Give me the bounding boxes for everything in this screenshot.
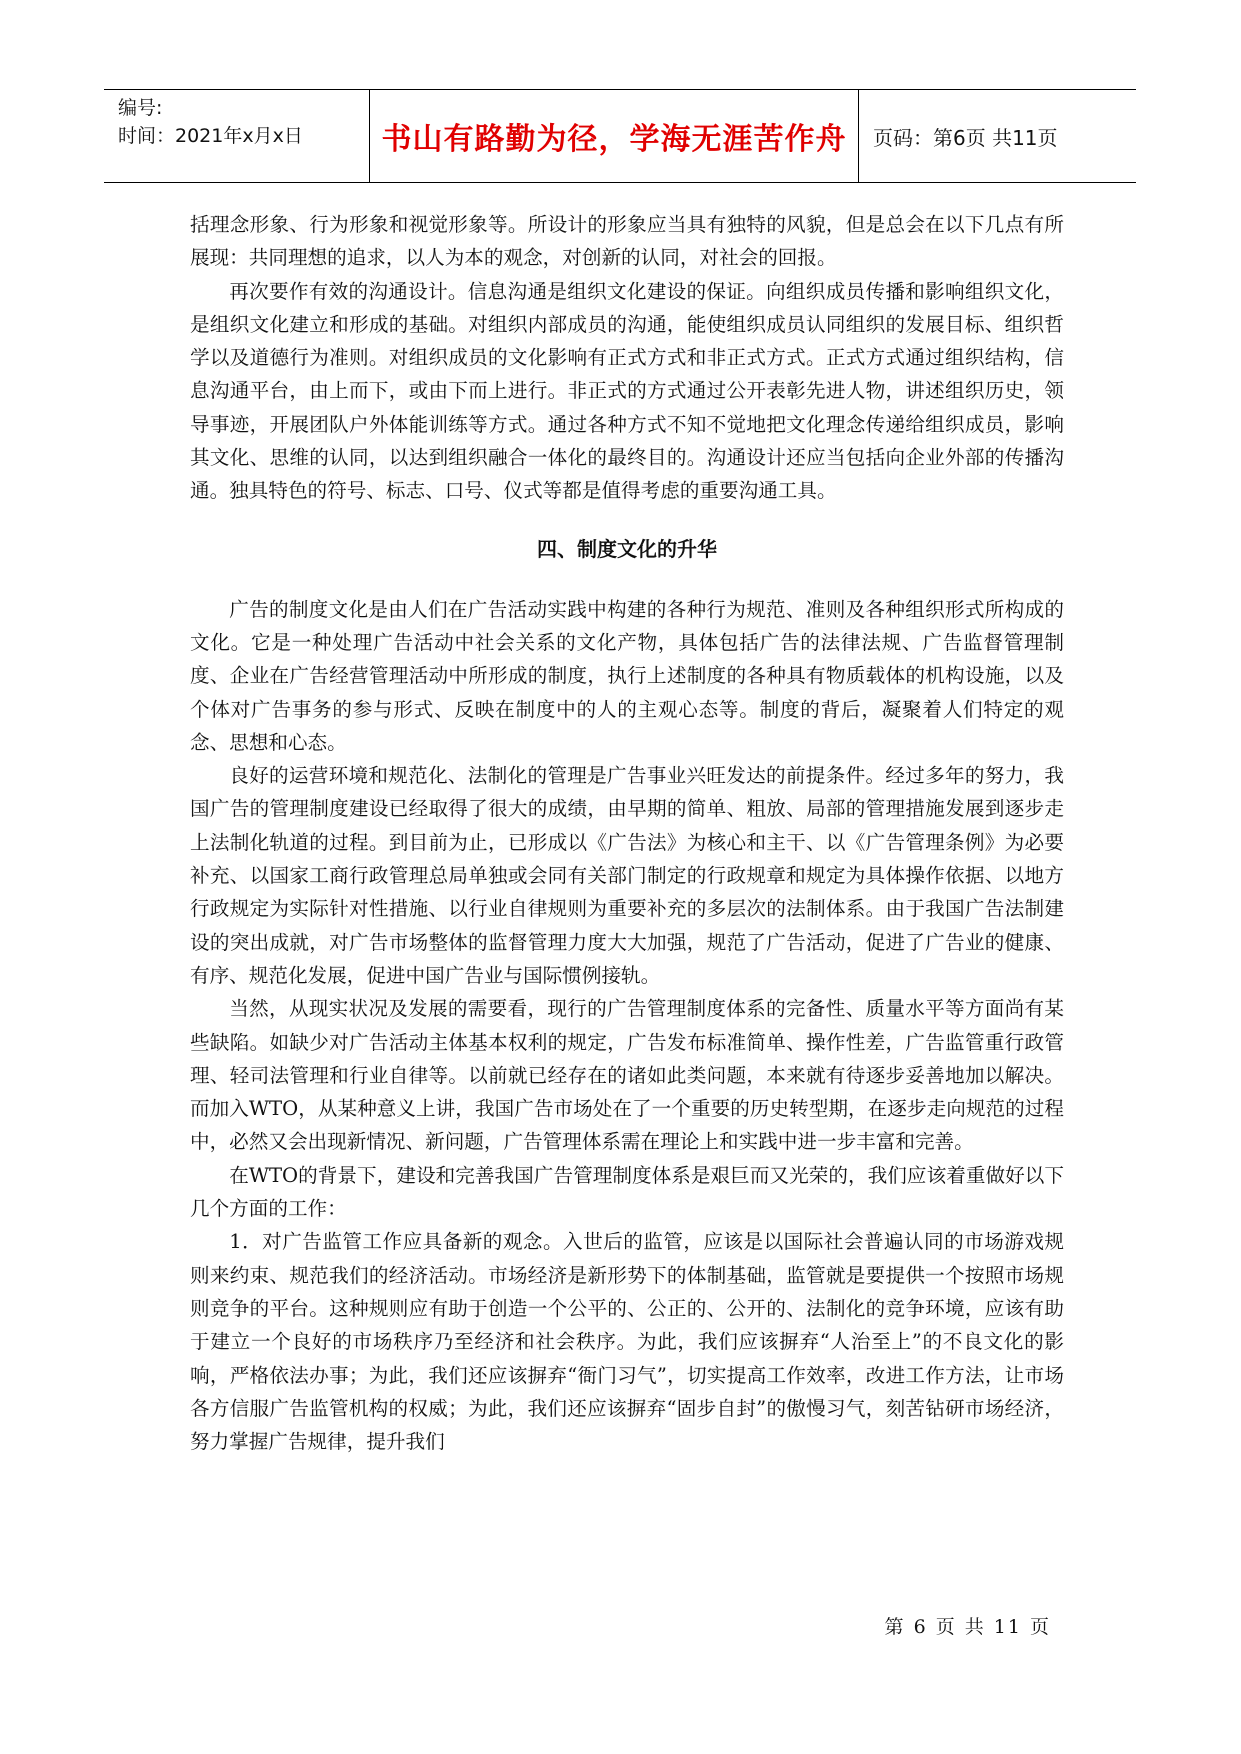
paragraph: 再次要作有效的沟通设计。信息沟通是组织文化建设的保证。向组织成员传播和影响组织文化，是组织文化建立和形成的基础。对组织内部成员的沟通，能使组织成员认同组织的发展目标、组织哲学以及道德行为准则。对组织成员的文化影响有正式方式和非正式方式。正式方式通过组织结构，信息沟通平台，由上而下，或由下而上进行。非正式的方式通过公开表彰先进人物，讲述组织历史，领导事迹，开展团队户外体能训练等方式。通过各种方式不知不觉地把文化理念传递给组织成员，影响其文化、思维的认同，以达到组织融合一体化的最终目的。沟通设计还应当包括向企业外部的传播沟通。独具特色的符号、标志、口号、仪式等都是值得考虑的重要沟通工具。 bbox=[190, 279, 1064, 503]
paragraph: 广告的制度文化是由人们在广告活动实践中构建的各种行为规范、准则及各种组织形式所构成的文化。它是一种处理广告活动中社会关系的文化产物，具体包括广告的法律法规、广告监督管理制度、企业在广告经营管理活动中所形成的制度，执行上述制度的各种具有物质载体的机构设施，以及个体对广告事务的参与形式、反映在制度中的人的主观心态等。制度的背后，凝聚着人们特定的观念、思想和心态。 bbox=[190, 597, 1064, 754]
number-label: 编号: bbox=[118, 97, 163, 119]
paragraph: 1．对广告监管工作应具备新的观念。入世后的监管，应该是以国际社会普遍认同的市场游戏规则来约束、规范我们的经济活动。市场经济是新形势下的体制基础，监管就是要提供一个按照市场规则竞争的平台。这种规则应有助于创造一个公平的、公正的、公开的、法制化的竞争环境，应该有助于建立一个良好的市场秩序乃至经济和社会秩序。为此，我们应该摒弃“人治至上”的不良文化的影响，严格依法办事；为此，我们还应该摒弃“衙门习气”，切实提高工作效率，改进工作方法，让市场各方信服广告监管机构的权威；为此，我们还应该摒弃“固步自封”的傲慢习气，刻苦钻研市场经济，努力掌握广告规律，提升我们 bbox=[190, 1230, 1064, 1454]
page-footer: 第 6 页 共 11 页 bbox=[884, 1616, 1051, 1638]
header-page-info: 页码：第6页 共11页 bbox=[873, 125, 1058, 150]
header-motto: 书山有路勤为径，学海无涯苦作舟 bbox=[369, 90, 859, 182]
date-text: 时间：2021年x月x日 bbox=[118, 125, 303, 147]
header-left-cell bbox=[104, 90, 369, 182]
page-header bbox=[104, 89, 1136, 183]
paragraph: 当然，从现实状况及发展的需要看，现行的广告管理制度体系的完备性、质量水平等方面尚有某些缺陷。如缺少对广告活动主体基本权利的规定，广告发布标准简单、操作性差，广告监管重行政管理、轻司法管理和行业自律等。以前就已经存在的诸如此类问题，本来就有待逐步妥善地加以解决。而加入WTO，从某种意义上讲，我国广告市场处在了一个重要的历史转型期，在逐步走向规范的过程中，必然又会出现新情况、新问题，广告管理体系需在理论上和实践中进一步丰富和完善。 bbox=[190, 997, 1064, 1154]
document-body bbox=[190, 208, 1064, 1458]
section-title: 四、制度文化的升华 bbox=[537, 536, 717, 561]
paragraph: 良好的运营环境和规范化、法制化的管理是广告事业兴旺发达的前提条件。经过多年的努力，我国广告的管理制度建设已经取得了很大的成绩，由早期的简单、粗放、局部的管理措施发展到逐步走上法制化轨道的过程。到目前为止，已形成以《广告法》为核心和主干、以《广告管理条例》为必要补充、以国家工商行政管理总局单独或会同有关部门制定的行政规章和规定为具体操作依据、以地方行政规定为实际针对性措施、以行业自律规则为重要补充的多层次的法制体系。由于我国广告法制建设的突出成就，对广告市场整体的监督管理力度大大加强，规范了广告活动，促进了广告业的健康、有序、规范化发展，促进中国广告业与国际惯例接轨。 bbox=[190, 764, 1064, 987]
paragraph: 括理念形象、行为形象和视觉形象等。所设计的形象应当具有独特的风貌，但是总会在以下几点有所展现：共同理想的追求，以人为本的观念，对创新的认同，对社会的回报。 bbox=[190, 213, 1064, 270]
paragraph: 在WTO的背景下，建设和完善我国广告管理制度体系是艰巨而又光荣的，我们应该着重做好以下几个方面的工作： bbox=[190, 1163, 1064, 1221]
